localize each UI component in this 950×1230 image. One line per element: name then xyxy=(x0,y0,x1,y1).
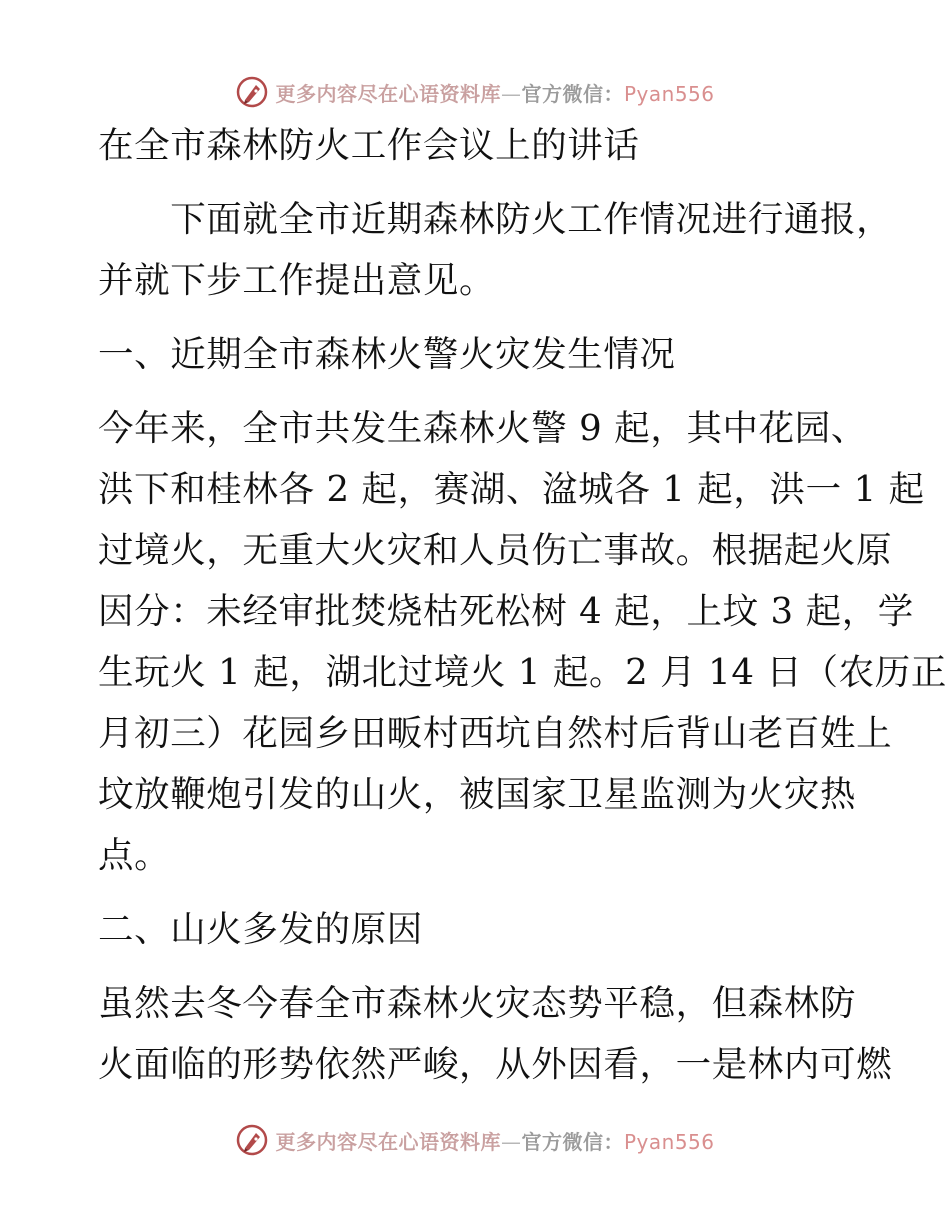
paragraph-line: 坟放鞭炮引发的山火，被国家卫星监测为火灾热 xyxy=(98,774,857,815)
watermark-footer xyxy=(0,1120,950,1160)
section-heading-1: 一、近期全市森林火警火灾发生情况 xyxy=(98,334,676,375)
watermark-site: 更多内容尽在心语资料库 xyxy=(275,81,501,106)
watermark-label: 官方微信： xyxy=(521,1129,624,1154)
paragraph-line: 因分：未经审批焚烧枯死松树 4 起，上坟 3 起，学 xyxy=(98,591,914,632)
paragraph-line: 生玩火 1 起，湖北过境火 1 起。2 月 14 日（农历正 xyxy=(98,652,947,693)
watermark-separator: — xyxy=(500,1129,522,1154)
intro-line: 下面就全市近期森林防火工作情况进行通报， xyxy=(98,199,893,240)
paragraph-line: 月初三）花园乡田畈村西坑自然村后背山老百姓上 xyxy=(98,713,893,754)
paragraph-line: 过境火，无重大火灾和人员伤亡事故。根据起火原 xyxy=(98,530,893,571)
pen-nib-icon xyxy=(235,1123,269,1157)
watermark-label: 官方微信： xyxy=(521,81,624,106)
watermark-header xyxy=(0,72,950,112)
paragraph-line: 火面临的形势依然严峻，从外因看，一是林内可燃 xyxy=(98,1044,893,1085)
pen-nib-icon xyxy=(235,75,269,109)
watermark-wechat-id: Pyan556 xyxy=(623,1129,715,1154)
paragraph-line: 今年来，全市共发生森林火警 9 起，其中花园、 xyxy=(98,408,867,449)
watermark-site: 更多内容尽在心语资料库 xyxy=(275,1129,501,1154)
paragraph-line: 洪下和桂林各 2 起，赛湖、湓城各 1 起，洪一 1 起 xyxy=(98,469,925,510)
paragraph-line: 虽然去冬今春全市森林火灾态势平稳，但森林防 xyxy=(98,983,857,1024)
watermark-separator: — xyxy=(500,81,522,106)
section-heading-2: 二、山火多发的原因 xyxy=(98,909,423,950)
watermark-wechat-id: Pyan556 xyxy=(623,81,715,106)
intro-line: 并就下步工作提出意见。 xyxy=(98,260,496,301)
document-title: 在全市森林防火工作会议上的讲话 xyxy=(98,125,640,166)
paragraph-line: 点。 xyxy=(98,835,171,876)
